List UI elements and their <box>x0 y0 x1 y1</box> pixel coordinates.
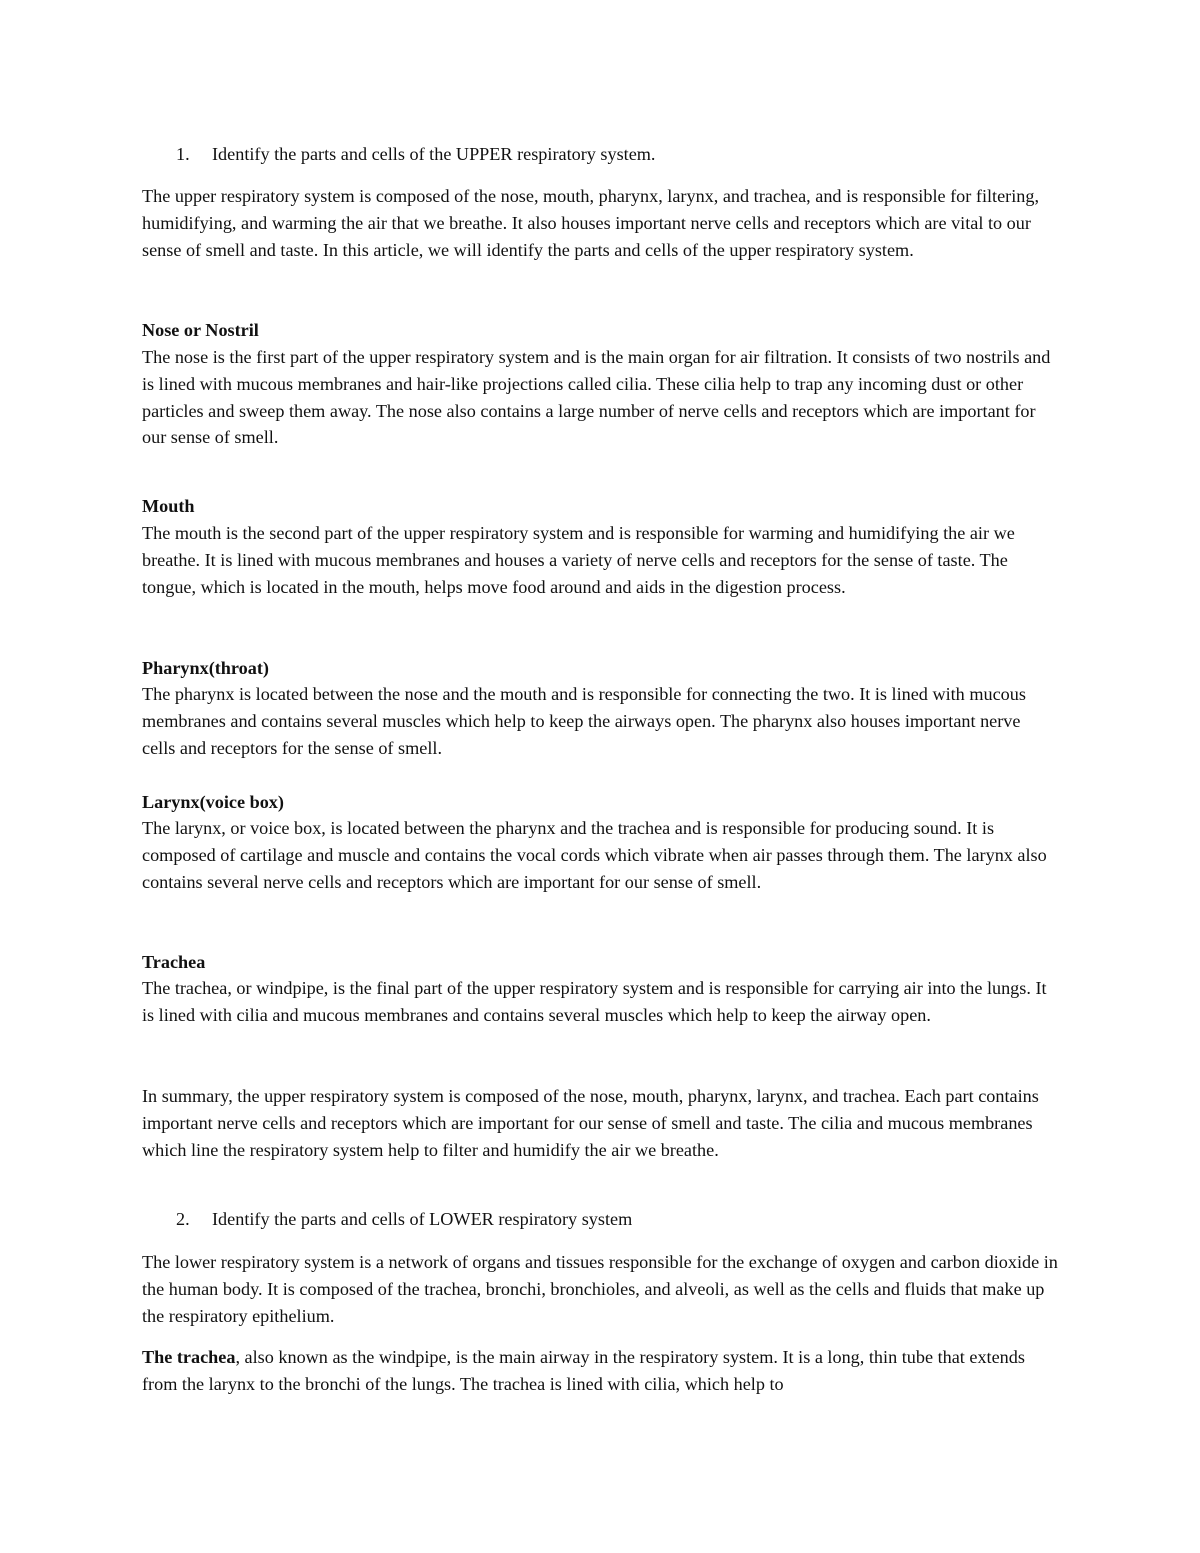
nose-heading: Nose or Nostril <box>142 320 259 340</box>
trachea-paragraph: The trachea, or windpipe, is the final part of the upper respiratory system and is responsible for carrying air into the lungs. It is lined with cilia and mucous membranes and contains several muscles which help to keep the airway open. <box>142 978 1047 1025</box>
lower-intro-paragraph: The lower respiratory system is a network of organs and tissues responsible for the exchange of oxygen and carbon dioxide in the human body. It is composed of the trachea, bronchi, bronchioles, and alveoli, as well as the cells and fluids that make up the respiratory epithelium. <box>142 1252 1058 1326</box>
question-1-text: Identify the parts and cells of the UPPER respiratory system. <box>212 144 656 164</box>
trachea-heading: Trachea <box>142 952 206 972</box>
lower-trachea-body: , also known as the windpipe, is the main airway in the respiratory system. It is a long, thin tube that extends from the larynx to the bronchi of the lungs. The trachea is lined with cilia, which help to <box>142 1347 1025 1394</box>
summary-paragraph: In summary, the upper respiratory system is composed of the nose, mouth, pharynx, larynx, and trachea. Each part contains important nerve cells and receptors which are important for our sense of smell and taste. The cilia and mucous membranes which line the respiratory system help to filter and humidify the air we breathe. <box>142 1086 1039 1160</box>
lower-trachea-paragraph <box>142 1344 1058 1398</box>
mouth-paragraph: The mouth is the second part of the upper respiratory system and is responsible for warming and humidifying the air we breathe. It is lined with mucous membranes and houses a variety of nerve cells and receptors for the sense of taste. The tongue, which is located in the mouth, helps move food around and aids in the digestion process. <box>142 523 1015 597</box>
question-2 <box>176 1206 632 1233</box>
lower-trachea-lead: The trachea <box>142 1347 236 1367</box>
pharynx-heading: Pharynx(throat) <box>142 658 269 678</box>
larynx-heading: Larynx(voice box) <box>142 792 284 812</box>
mouth-heading: Mouth <box>142 496 195 516</box>
larynx-paragraph: The larynx, or voice box, is located between the pharynx and the trachea and is responsible for producing sound. It is composed of cartilage and muscle and contains the vocal cords which vibrate when air passes through them. The larynx also contains several nerve cells and receptors which are important for our sense of smell. <box>142 818 1047 892</box>
pharynx-paragraph: The pharynx is located between the nose and the mouth and is responsible for connecting the two. It is lined with mucous membranes and contains several muscles which help to keep the airways open. The pharynx also houses important nerve cells and receptors for the sense of smell. <box>142 684 1026 758</box>
question-2-number: 2. <box>176 1209 190 1229</box>
question-1 <box>176 141 655 168</box>
nose-paragraph: The nose is the first part of the upper respiratory system and is the main organ for air filtration. It consists of two nostrils and is lined with mucous membranes and hair-like projections called cilia. These cilia help to trap any incoming dust or other particles and sweep them away. The nose also contains a large number of nerve cells and receptors which are important for our sense of smell. <box>142 347 1051 448</box>
question-2-text: Identify the parts and cells of LOWER respiratory system <box>212 1209 633 1229</box>
upper-intro-paragraph: The upper respiratory system is composed of the nose, mouth, pharynx, larynx, and trachea, and is responsible for filtering, humidifying, and warming the air that we breathe. It also houses important nerve cells and receptors which are vital to our sense of smell and taste. In this article, we will identify the parts and cells of the upper respiratory system. <box>142 186 1040 260</box>
question-1-number: 1. <box>176 144 190 164</box>
